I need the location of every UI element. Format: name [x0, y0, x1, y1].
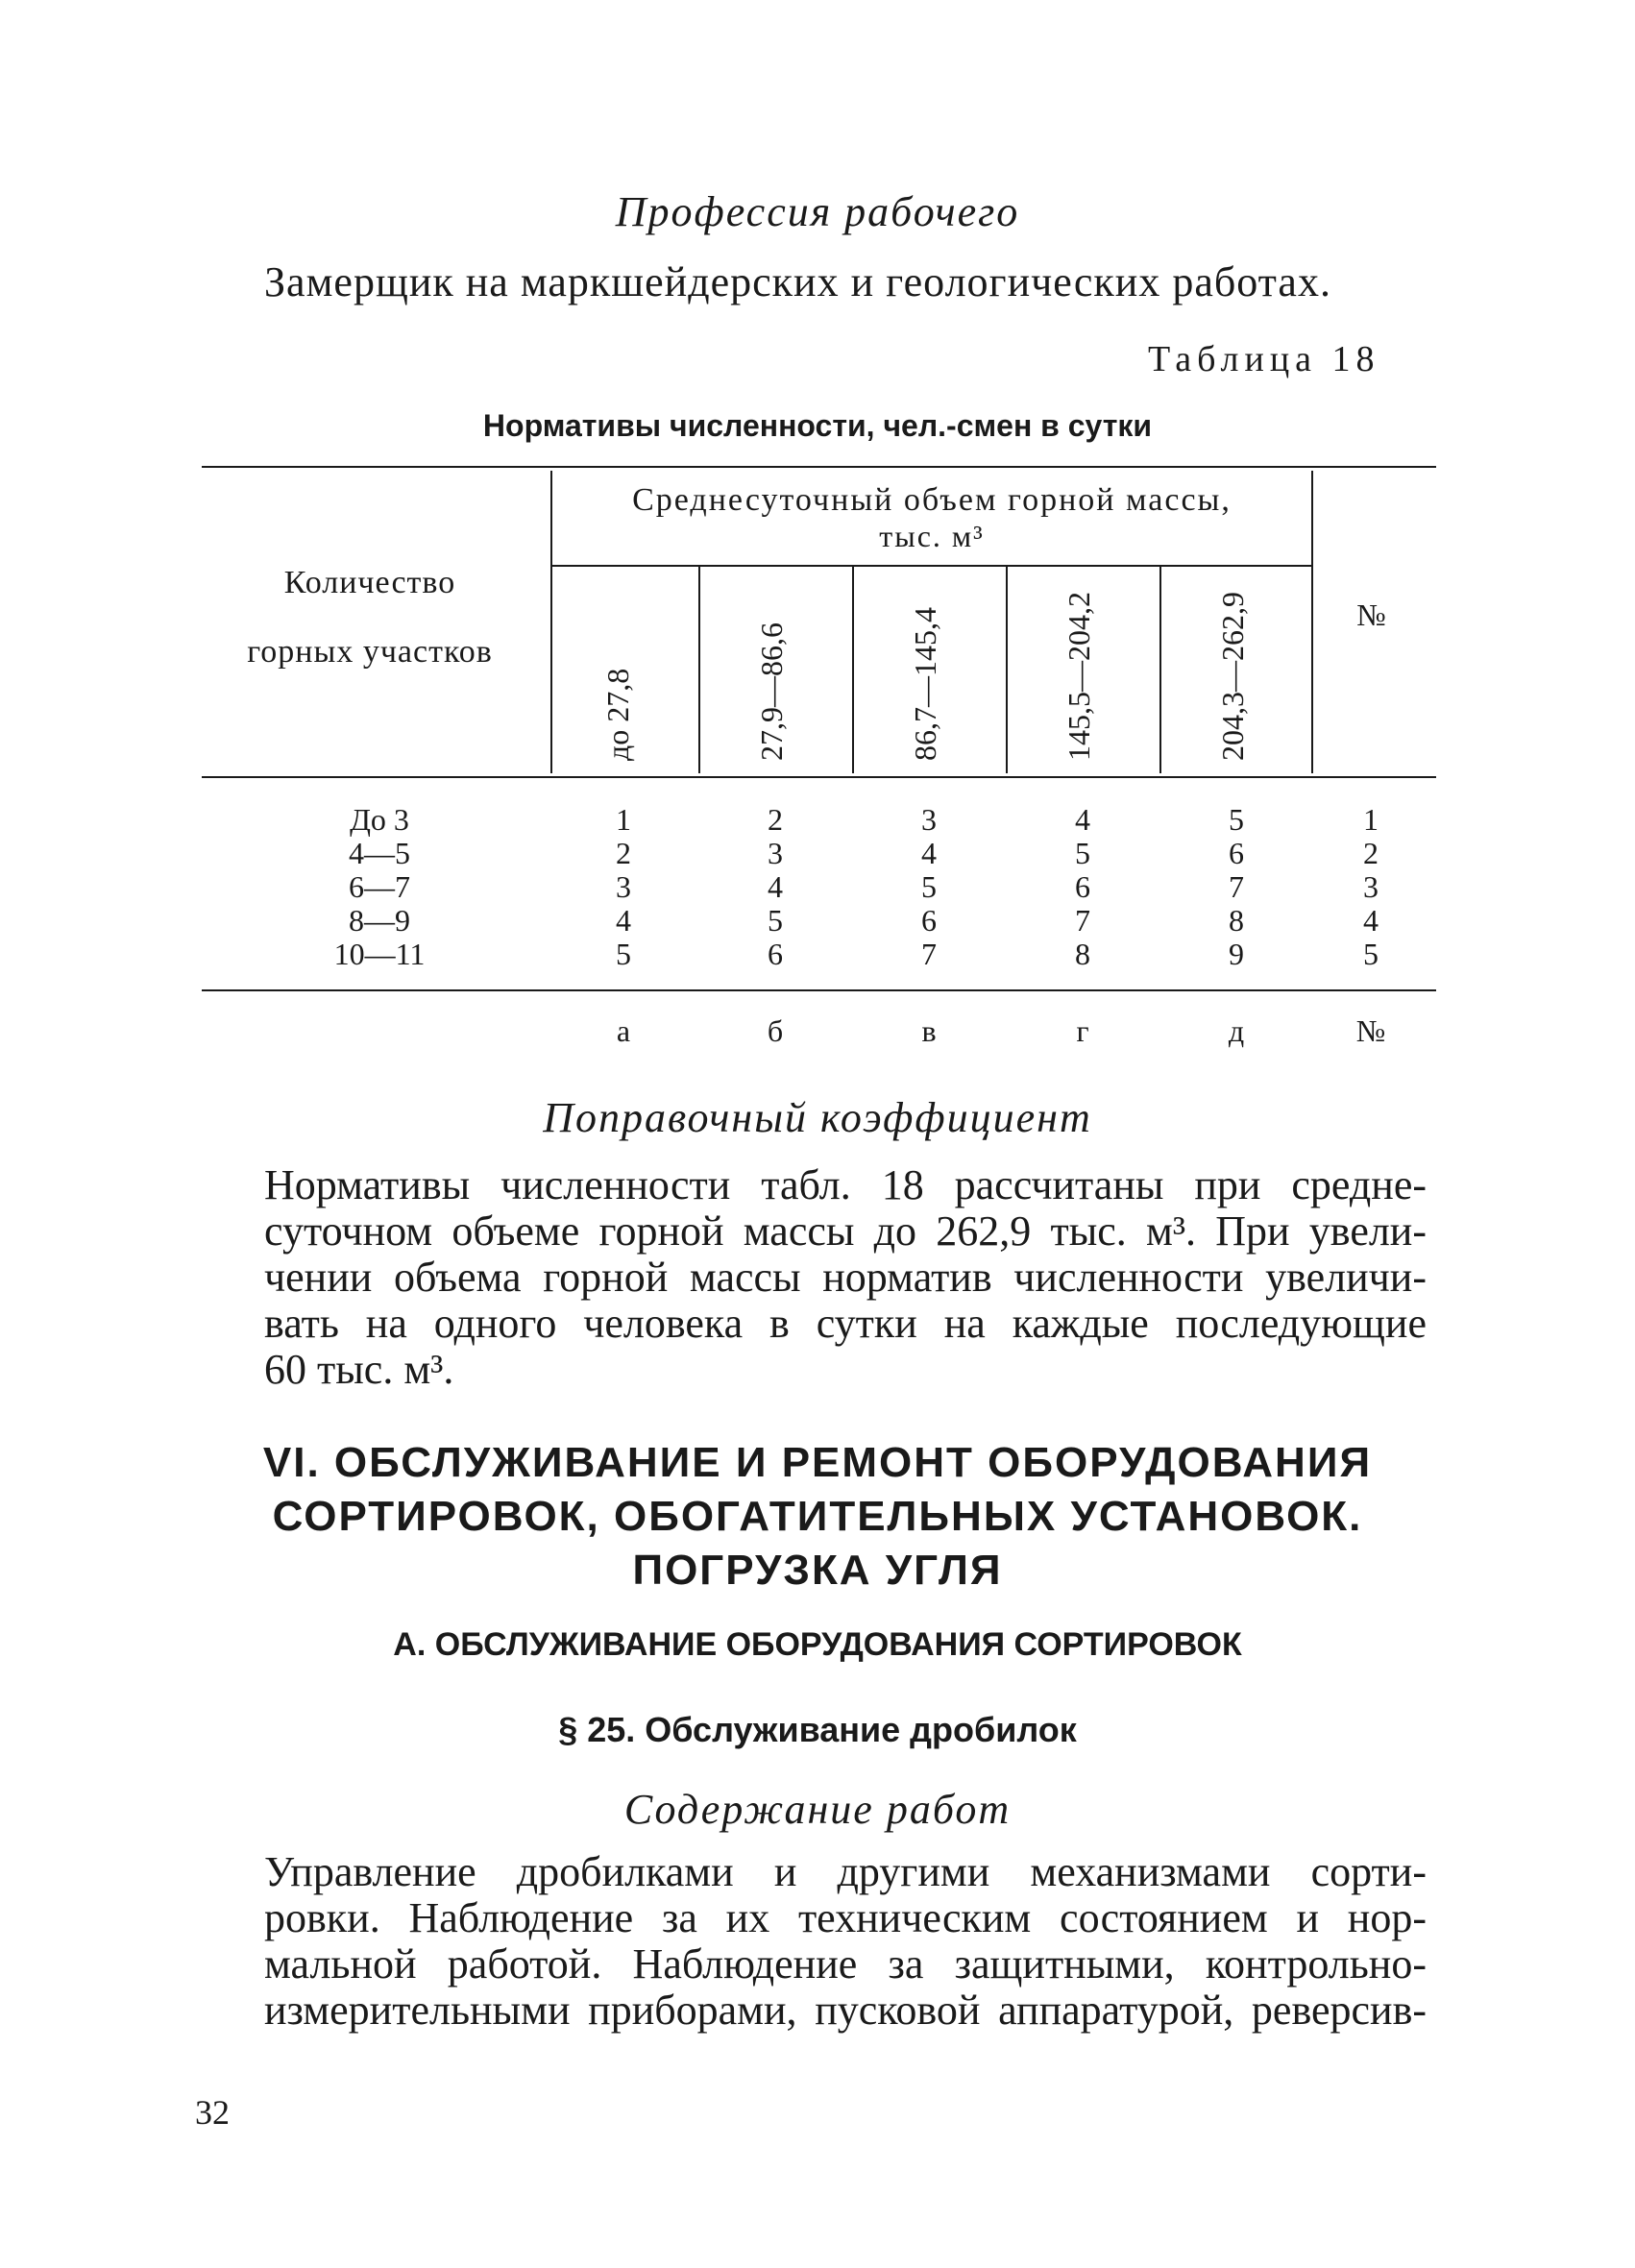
table-cell: 7 — [1075, 903, 1090, 938]
table-cell: 4 — [768, 869, 783, 904]
section-heading-line: ПОГРУЗКА УГЛЯ — [632, 1547, 1003, 1594]
page-number: 32 — [195, 2093, 230, 2132]
table-cell: 3 — [921, 802, 937, 837]
column-header-3: 86,7—145,4 — [908, 607, 942, 761]
group-header-line1: Среднесуточный объем горной массы, — [632, 482, 1232, 518]
table-cell: 5 — [768, 903, 783, 938]
table-cell: 5 — [921, 869, 937, 904]
table-cell: 6 — [768, 937, 783, 971]
row-label: 8—9 — [349, 903, 410, 938]
table-cell: 5 — [1363, 937, 1379, 971]
footer-label: б — [767, 1013, 784, 1048]
table-cell: 8 — [1075, 937, 1090, 971]
table-cell: 3 — [768, 836, 783, 870]
section-heading — [0, 1436, 1635, 1597]
row-label: До 3 — [350, 802, 409, 837]
table-col-divider — [1159, 567, 1161, 773]
footer-label: г — [1076, 1013, 1089, 1048]
table-header-rule — [202, 776, 1436, 778]
table-cell: 6 — [1075, 869, 1090, 904]
paragraph-line: Управление дробилками и другими механизмами сорти- — [264, 1848, 1427, 1895]
table-cell: 4 — [616, 903, 631, 938]
subsection-heading: А. ОБСЛУЖИВАНИЕ ОБОРУДОВАНИЯ СОРТИРОВОК — [393, 1626, 1242, 1663]
table-cell: 4 — [921, 836, 937, 870]
work-content-paragraph — [264, 1849, 1427, 2034]
table-cell: 1 — [616, 802, 631, 837]
paragraph-line: измерительными приборами, пусковой аппаратурой, реверсив- — [264, 1987, 1427, 2034]
table-cell: 6 — [1229, 836, 1244, 870]
table-col-divider — [1006, 567, 1008, 773]
table-cell: 9 — [1229, 937, 1244, 971]
table-cell: 5 — [1229, 802, 1244, 837]
row-header-line2: горных участков — [247, 634, 493, 670]
paragraph-heading: § 25. Обслуживание дробилок — [558, 1710, 1077, 1749]
work-content-heading: Содержание работ — [623, 1786, 1012, 1833]
paragraph-line: мальной работой. Наблюдение за защитными, контрольно- — [264, 1940, 1427, 1988]
group-header-line2: тыс. м³ — [879, 519, 985, 553]
table-cell: 2 — [1363, 836, 1379, 870]
table-cell: 2 — [616, 836, 631, 870]
table-cell: 4 — [1075, 802, 1090, 837]
paragraph-line: суточном объеме горной массы до 262,9 тыс. м³. При увели- — [264, 1207, 1427, 1255]
paragraph-line: чении объема горной массы норматив численности увеличи- — [264, 1254, 1427, 1301]
footer-label: в — [921, 1013, 937, 1048]
column-header-5: 204,3—262,9 — [1215, 592, 1250, 761]
section-heading-line: VI. ОБСЛУЖИВАНИЕ И РЕМОНТ ОБОРУДОВАНИЯ — [262, 1439, 1373, 1486]
profession-heading: Профессия рабочего — [615, 188, 1020, 235]
column-header-4: 145,5—204,2 — [1062, 592, 1096, 761]
section-heading-line: СОРТИРОВОК, ОБОГАТИТЕЛЬНЫХ УСТАНОВОК. — [272, 1493, 1363, 1540]
correction-heading: Поправочный коэффициент — [543, 1094, 1092, 1141]
table-cell: 5 — [1075, 836, 1090, 870]
paragraph-line: ровки. Наблюдение за их техническим состоянием и нор- — [264, 1894, 1427, 1941]
table-cell: 1 — [1363, 802, 1379, 837]
table-group-rule — [552, 565, 1311, 567]
table-col-divider — [698, 567, 700, 773]
footer-label: д — [1228, 1013, 1245, 1048]
row-label: 6—7 — [349, 869, 410, 904]
paragraph-line: Нормативы численности табл. 18 рассчитаны при средне- — [264, 1161, 1427, 1208]
table-cell: 8 — [1229, 903, 1244, 938]
column-header-1: до 27,8 — [600, 668, 635, 761]
paragraph-line: вать на одного человека в сутки на каждые последующие — [264, 1300, 1427, 1347]
table-cell: 4 — [1363, 903, 1379, 938]
table-bottom-rule — [202, 989, 1436, 991]
footer-label: а — [616, 1013, 631, 1048]
correction-paragraph — [264, 1162, 1427, 1393]
table-cell: 7 — [1229, 869, 1244, 904]
paragraph-line: 60 тыс. м³. — [264, 1346, 454, 1393]
table-col-divider — [852, 567, 854, 773]
table-cell: 3 — [616, 869, 631, 904]
table-cell: 3 — [1363, 869, 1379, 904]
footer-label: № — [1355, 1013, 1386, 1048]
table-cell: 6 — [921, 903, 937, 938]
column-header-2: 27,9—86,6 — [754, 622, 789, 761]
number-header: № — [1356, 597, 1386, 632]
row-header-line1: Количество — [283, 565, 456, 600]
profession-name: Замерщик на маркшейдерских и геологических работах. — [264, 258, 1331, 305]
table-top-rule — [202, 466, 1436, 468]
table-cell: 2 — [768, 802, 783, 837]
row-label: 10—11 — [333, 937, 426, 971]
table-number: Таблица 18 — [1148, 339, 1380, 379]
table-cell: 7 — [921, 937, 937, 971]
table-title: Нормативы численности, чел.-смен в сутки — [482, 408, 1153, 443]
table-col-divider — [1311, 471, 1313, 773]
row-label: 4—5 — [349, 836, 410, 870]
table-cell: 5 — [616, 937, 631, 971]
